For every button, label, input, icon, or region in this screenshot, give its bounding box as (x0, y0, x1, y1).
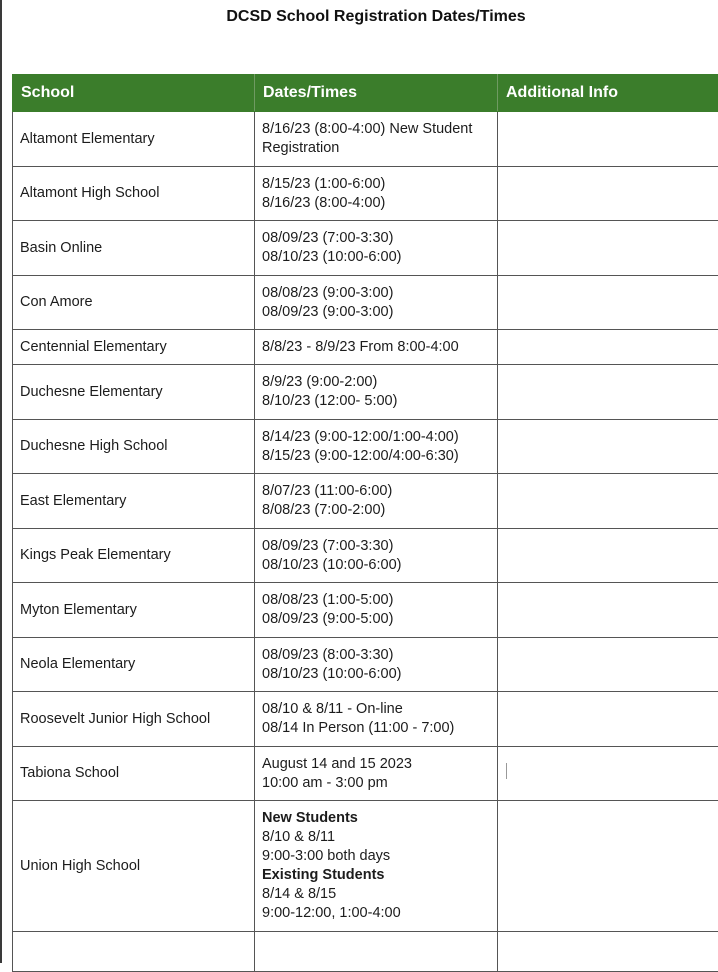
school-name-cell (13, 932, 255, 972)
dates-times-cell (255, 529, 498, 583)
dates-line: 08/09/23 (9:00-3:00) (262, 303, 491, 322)
dates-line: 8/10 & 8/11 (262, 828, 491, 847)
school-name-cell: Kings Peak Elementary (13, 529, 255, 583)
table-row (13, 365, 718, 420)
dates-line: 08/08/23 (9:00-3:00) (262, 284, 491, 303)
table-body (13, 112, 718, 972)
dates-times-cell (255, 692, 498, 747)
dates-line: Registration (262, 139, 491, 158)
table-row (13, 221, 718, 276)
additional-info-cell[interactable] (498, 583, 718, 638)
table-row (13, 692, 718, 747)
table-row (13, 276, 718, 330)
additional-info-cell[interactable] (498, 221, 718, 276)
additional-info-cell[interactable] (498, 474, 718, 529)
additional-info-cell[interactable] (498, 167, 718, 221)
additional-info-cell[interactable] (498, 932, 718, 972)
dates-line: 8/14/23 (9:00-12:00/1:00-4:00) (262, 428, 491, 447)
additional-info-cell[interactable] (498, 747, 718, 801)
dates-times-cell (255, 221, 498, 276)
table-row (13, 638, 718, 692)
dates-line: 8/14 & 8/15 (262, 885, 491, 904)
table-row (13, 420, 718, 474)
dates-line: 08/10/23 (10:00-6:00) (262, 556, 491, 575)
dates-line: 8/16/23 (8:00-4:00) New Student (262, 120, 491, 139)
dates-line: 8/15/23 (1:00-6:00) (262, 175, 491, 194)
dates-times-cell (255, 167, 498, 221)
dates-line: 10:00 am - 3:00 pm (262, 774, 491, 793)
dates-times-cell (255, 365, 498, 420)
dates-line: 08/10/23 (10:00-6:00) (262, 665, 491, 684)
school-name-cell: Myton Elementary (13, 583, 255, 638)
school-name-cell: Neola Elementary (13, 638, 255, 692)
dates-line: 9:00-12:00, 1:00-4:00 (262, 904, 491, 923)
table-row (13, 747, 718, 801)
dates-line: 08/09/23 (7:00-3:30) (262, 537, 491, 556)
school-name-cell: Centennial Elementary (13, 330, 255, 365)
dates-times-cell (255, 747, 498, 801)
additional-info-cell[interactable] (498, 420, 718, 474)
school-name-cell: Duchesne Elementary (13, 365, 255, 420)
dates-line: Existing Students (262, 866, 491, 885)
additional-info-cell[interactable] (498, 692, 718, 747)
table-row (13, 112, 718, 167)
dates-line: 9:00-3:00 both days (262, 847, 491, 866)
dates-line: August 14 and 15 2023 (262, 755, 491, 774)
school-name-cell: Altamont High School (13, 167, 255, 221)
dates-line: 08/10/23 (10:00-6:00) (262, 248, 491, 267)
additional-info-cell[interactable] (498, 330, 718, 365)
page-left-edge (0, 0, 2, 963)
table-row (13, 801, 718, 932)
table-row (13, 330, 718, 365)
school-name-cell: Con Amore (13, 276, 255, 330)
school-name-cell: Tabiona School (13, 747, 255, 801)
additional-info-cell[interactable] (498, 112, 718, 167)
dates-line: 08/09/23 (7:00-3:30) (262, 229, 491, 248)
dates-line: 08/14 In Person (11:00 - 7:00) (262, 719, 491, 738)
table-row (13, 583, 718, 638)
registration-table (12, 74, 718, 972)
header-additional-info: Additional Info (498, 75, 718, 112)
dates-line: 8/9/23 (9:00-2:00) (262, 373, 491, 392)
dates-line: 08/09/23 (9:00-5:00) (262, 610, 491, 629)
dates-line: 8/10/23 (12:00- 5:00) (262, 392, 491, 411)
dates-line: 8/15/23 (9:00-12:00/4:00-6:30) (262, 447, 491, 466)
school-name-cell: Basin Online (13, 221, 255, 276)
header-dates-times: Dates/Times (255, 75, 498, 112)
dates-line: 08/08/23 (1:00-5:00) (262, 591, 491, 610)
school-name-cell: Duchesne High School (13, 420, 255, 474)
dates-line: 8/8/23 - 8/9/23 From 8:00-4:00 (262, 338, 491, 357)
dates-line: 8/08/23 (7:00-2:00) (262, 501, 491, 520)
table-row (13, 167, 718, 221)
school-name-cell: Union High School (13, 801, 255, 932)
additional-info-cell[interactable] (498, 276, 718, 330)
dates-line: New Students (262, 809, 491, 828)
dates-times-cell (255, 276, 498, 330)
dates-times-cell (255, 112, 498, 167)
dates-line: 08/10 & 8/11 - On-line (262, 700, 491, 719)
header-school: School (13, 75, 255, 112)
additional-info-cell[interactable] (498, 529, 718, 583)
dates-times-cell (255, 638, 498, 692)
header-row (13, 75, 718, 112)
table-row (13, 529, 718, 583)
dates-times-cell (255, 420, 498, 474)
dates-times-cell (255, 583, 498, 638)
additional-info-cell[interactable] (498, 638, 718, 692)
page-title: DCSD School Registration Dates/Times (0, 8, 718, 26)
school-name-cell: Altamont Elementary (13, 112, 255, 167)
dates-times-cell (255, 330, 498, 365)
additional-info-cell[interactable] (498, 801, 718, 932)
school-name-cell: Roosevelt Junior High School (13, 692, 255, 747)
school-name-cell: East Elementary (13, 474, 255, 529)
table-row (13, 932, 718, 972)
dates-times-cell (255, 474, 498, 529)
dates-times-cell (255, 801, 498, 932)
table-row (13, 474, 718, 529)
dates-line: 8/07/23 (11:00-6:00) (262, 482, 491, 501)
additional-info-cell[interactable] (498, 365, 718, 420)
dates-times-cell (255, 932, 498, 972)
dates-line: 08/09/23 (8:00-3:30) (262, 646, 491, 665)
text-cursor (506, 763, 507, 779)
dates-line: 8/16/23 (8:00-4:00) (262, 194, 491, 213)
